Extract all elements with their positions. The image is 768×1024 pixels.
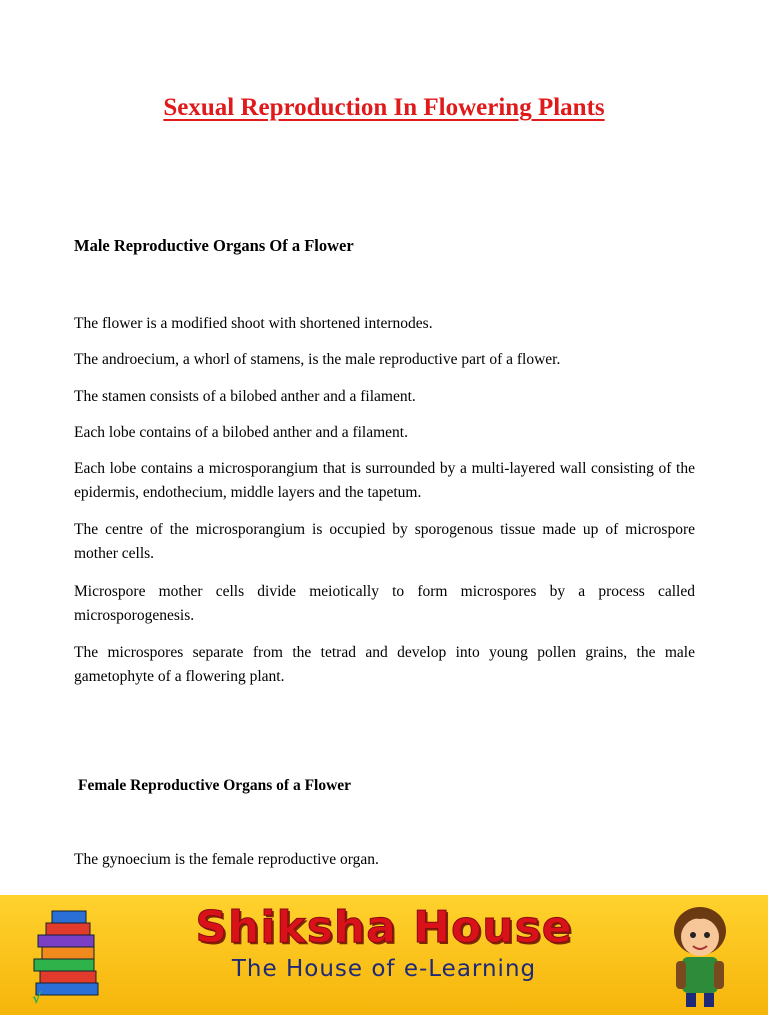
paragraph: The gynoecium is the female reproductive organ. — [74, 851, 379, 868]
paragraph: Microspore mother cells divide meiotically to form microspores by a process called microsporogenesis. — [74, 583, 695, 624]
male-section-heading: Male Reproductive Organs Of a Flower — [74, 236, 354, 255]
svg-text:√: √ — [32, 991, 42, 1005]
paragraph: The microspores separate from the tetrad and develop into young pollen grains, the male gametophyte of a flowering plant. — [74, 644, 695, 685]
page-title: Sexual Reproduction In Flowering Plants — [163, 94, 605, 121]
footer-banner — [0, 895, 768, 1015]
paragraph: The stamen consists of a bilobed anther and a filament. — [74, 388, 416, 405]
paragraph: The centre of the microsporangium is occupied by sporogenous tissue made up of microspore mother cells. — [74, 521, 695, 562]
brand-name: Shiksha House — [195, 902, 573, 953]
paragraph: The androecium, a whorl of stamens, is the male reproductive part of a flower. — [74, 351, 561, 368]
student-mascot-icon — [650, 901, 750, 1009]
paragraph: The flower is a modified shoot with shortened internodes. — [74, 315, 433, 332]
paragraph: Each lobe contains a microsporangium that is surrounded by a multi-layered wall consisting of the epidermis, endothecium, middle layers and the tapetum. — [74, 460, 695, 501]
brand-tagline: The House of e-Learning — [231, 956, 537, 982]
female-section-heading: Female Reproductive Organs of a Flower — [78, 777, 352, 794]
paragraph: Each lobe contains of a bilobed anther and a filament. — [74, 424, 408, 441]
